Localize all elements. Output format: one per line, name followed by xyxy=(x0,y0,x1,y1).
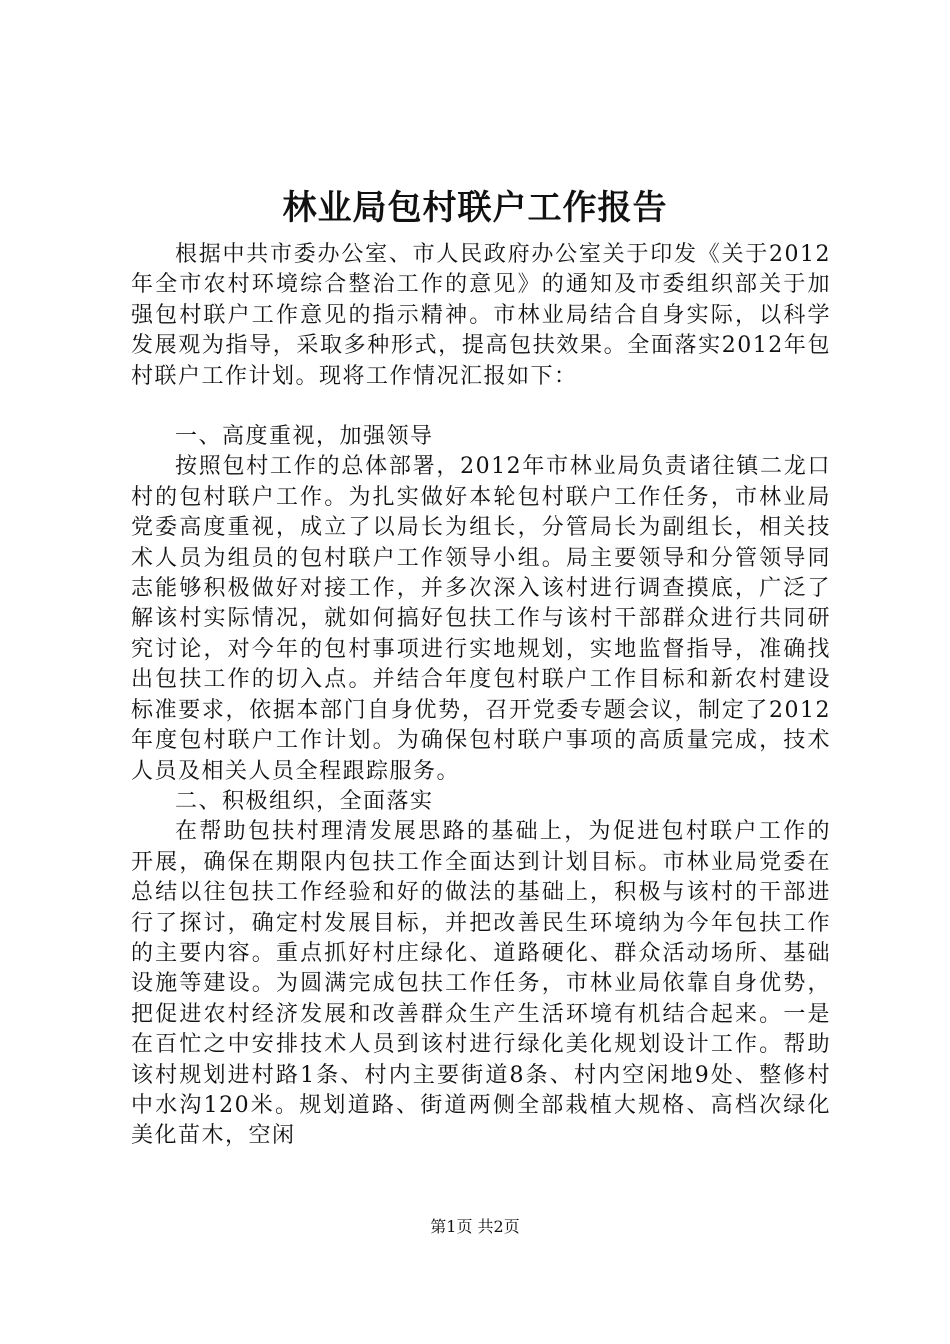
document-title: 林业局包村联户工作报告 xyxy=(282,188,668,228)
section-heading-2: 二、积极组织，全面落实 xyxy=(175,788,434,814)
section-2-paragraph: 在帮助包扶村理清发展思路的基础上，为促进包村联户工作的开展，确保在期限内包扶工作全面达到计划目标。市林业局党委在总结以往包扶工作经验和好的做法的基础上，积极与该村的干部进行了探讨，确定村发展目标，并把改善民生环境纳为今年包扶工作的主要内容。重点抓好村庄绿化、道路硬化、群众活动场所、基础设施等建设。为圆满完成包扶工作任务，市林业局依靠自身优势，把促进农村经济发展和改善群众生产生活环境有机结合起来。一是在百忙之中安排技术人员到该村进行绿化美化规划设计工作。帮助该村规划进村路1条、村内主要街道8条、村内空闲地9处、整修村中水沟120米。规划道路、街道两侧全部栽植大规格、高档次绿化美化苗木，空闲 xyxy=(131,819,831,1149)
intro-paragraph: 根据中共市委办公室、市人民政府办公室关于印发《关于2012年全市农村环境综合整治工作的意见》的通知及市委组织部关于加强包村联户工作意见的指示精神。市林业局结合自身实际，以科学发展观为指导，采取多种形式，提高包扶效果。全面落实2012年包村联户工作计划。现将工作情况汇报如下： xyxy=(131,242,831,389)
section-heading-1: 一、高度重视，加强领导 xyxy=(175,424,434,450)
page-number-footer: 第1页 共2页 xyxy=(430,1217,520,1236)
section-1-paragraph: 按照包村工作的总体部署，2012年市林业局负责诸往镇二龙口村的包村联户工作。为扎实做好本轮包村联户工作任务，市林业局党委高度重视，成立了以局长为组长，分管局长为副组长，相关技术人员为组员的包村联户工作领导小组。局主要领导和分管领导同志能够积极做好对接工作，并多次深入该村进行调查摸底，广泛了解该村实际情况，就如何搞好包扶工作与该村干部群众进行共同研究讨论，对今年的包村事项进行实地规划，实地监督指导，准确找出包扶工作的切入点。并结合年度包村联户工作目标和新农村建设标准要求，依据本部门自身优势，召开党委专题会议，制定了2012年度包村联户工作计划。为确保包村联户事项的高质量完成，技术人员及相关人员全程跟踪服务。 xyxy=(131,454,831,784)
document-body xyxy=(131,240,831,1152)
